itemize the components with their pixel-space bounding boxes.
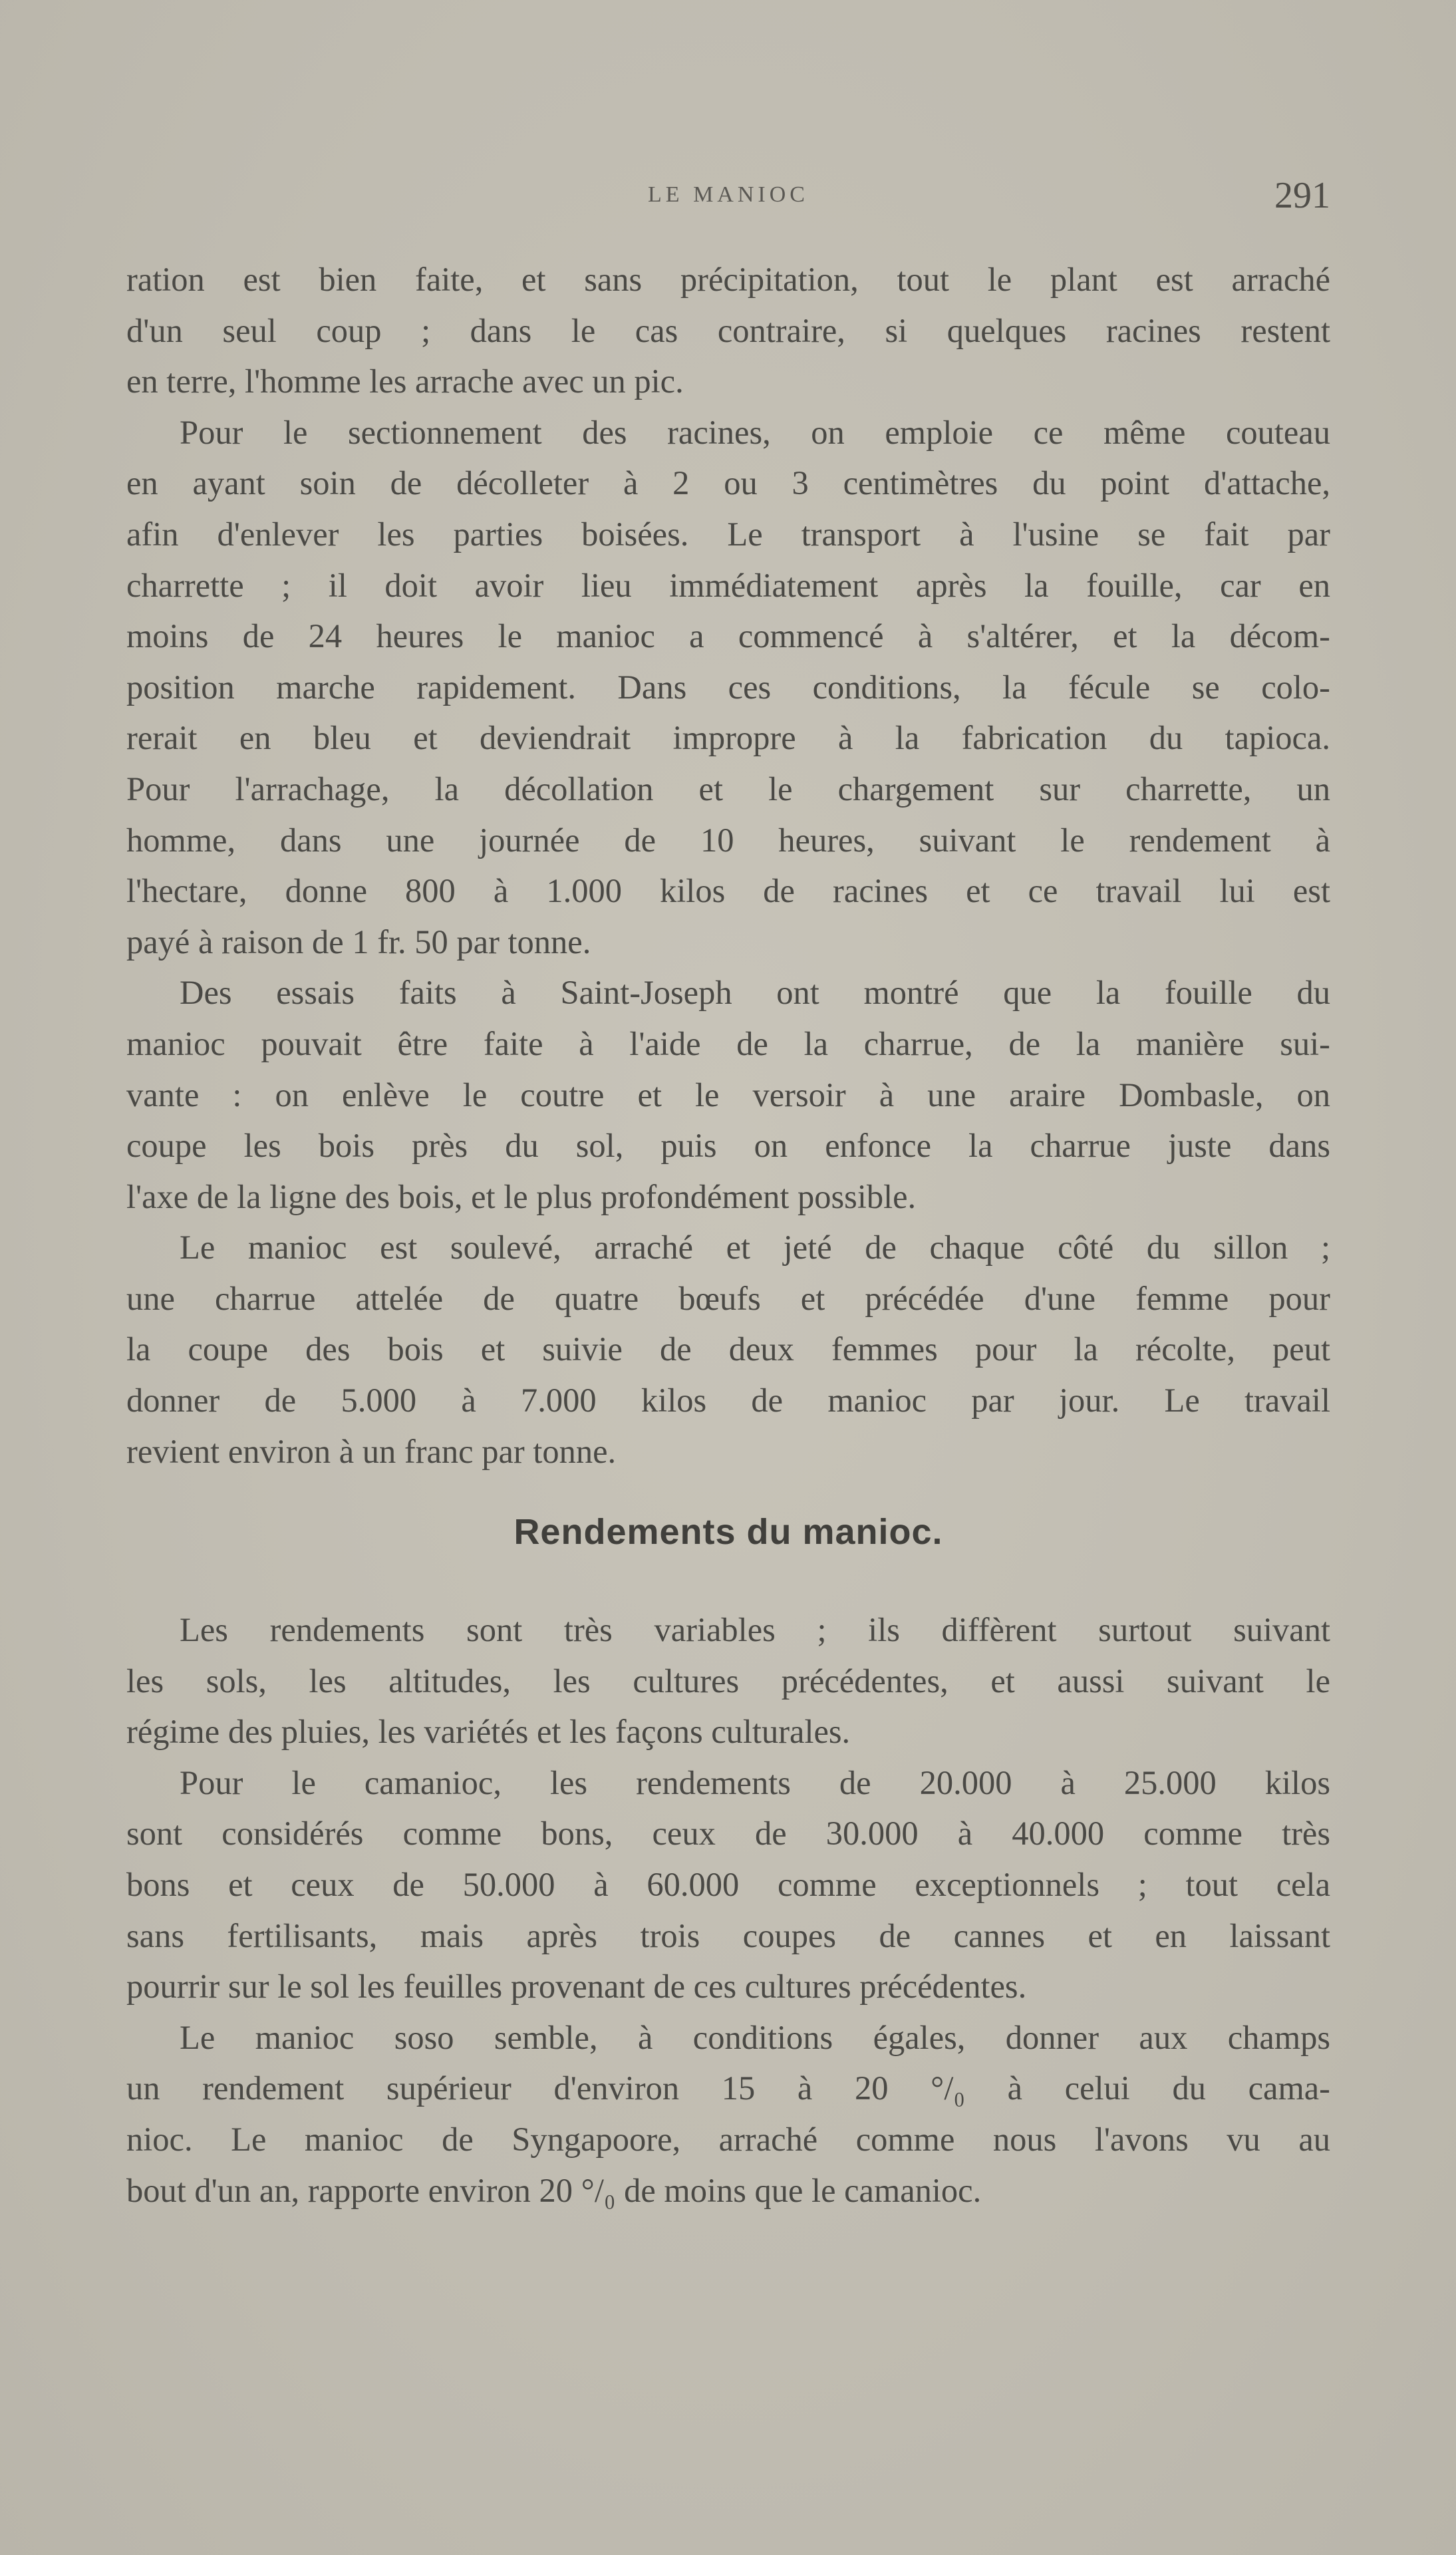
text-line: pourrir sur le sol les feuilles provenant de ces cultures précédentes. (126, 1968, 1027, 2006)
text-line: bons et ceux de 50.000 à 60.000 comme exceptionnels ; tout cela (126, 1865, 1330, 1903)
text-line: Le manioc est soulevé, arraché et jeté de chaque côté du sillon ; (180, 1229, 1330, 1267)
text-line: vante : on enlève le coutre et le versoir à une araire Dombasle, on (126, 1076, 1330, 1114)
page-number: 291 (1274, 175, 1330, 216)
text-line: ration est bien faite, et sans précipitation, tout le plant est arraché (126, 261, 1330, 298)
text-line: en ayant soin de décolleter à 2 ou 3 centimètres du point d'attache, (126, 464, 1330, 502)
running-title: LE MANIOC (648, 182, 809, 207)
text-line: d'un seul coup ; dans le cas contraire, si quelques racines restent (126, 311, 1330, 349)
text-line: charrette ; il doit avoir lieu immédiatement après la fouille, car en (126, 566, 1330, 604)
text-line: Pour l'arrachage, la décollation et le chargement sur charrette, un (126, 770, 1330, 808)
body-text-block-1 (126, 254, 1330, 1477)
text-line: revient environ à un franc par tonne. (126, 1432, 617, 1470)
text-line: les sols, les altitudes, les cultures précédentes, et aussi suivant le (126, 1662, 1330, 1700)
text-line: Pour le sectionnement des racines, on emploie ce même couteau (180, 413, 1330, 451)
text-line: la coupe des bois et suivie de deux femmes pour la récolte, peut (126, 1330, 1330, 1368)
text-line: l'hectare, donne 800 à 1.000 kilos de racines et ce travail lui est (126, 872, 1330, 910)
text-line: position marche rapidement. Dans ces conditions, la fécule se colo- (126, 668, 1330, 706)
text-line: moins de 24 heures le manioc a commencé à s'altérer, et la décom- (126, 617, 1330, 655)
text-line: Les rendements sont très variables ; ils diffèrent surtout suivant (180, 1611, 1330, 1648)
text-line: Le manioc soso semble, à conditions égales, donner aux champs (180, 2018, 1330, 2056)
text-line: une charrue attelée de quatre bœufs et précédée d'une femme pour (126, 1279, 1330, 1317)
body-text-block-2 (126, 1604, 1330, 2216)
text-line: manioc pouvait être faite à l'aide de la charrue, de la manière sui- (126, 1024, 1330, 1062)
text-line: régime des pluies, les variétés et les façons culturales. (126, 1713, 851, 1751)
text-line: sans fertilisants, mais après trois coupes de cannes et en laissant (126, 1916, 1330, 1954)
text-line: donner de 5.000 à 7.000 kilos de manioc par jour. Le travail (126, 1382, 1330, 1420)
text-line: afin d'enlever les parties boisées. Le transport à l'usine se fait par (126, 515, 1330, 553)
text-line: un rendement supérieur d'environ 15 à 20 °/₀ à celui du cama- (126, 2069, 1330, 2107)
text-line: bout d'un an, rapporte environ 20 °/₀ de moins que le camanioc. (126, 2171, 982, 2209)
text-line: en terre, l'homme les arrache avec un pic. (126, 363, 684, 400)
section-heading: Rendements du manioc. (513, 1512, 943, 1552)
text-line: homme, dans une journée de 10 heures, suivant le rendement à (126, 821, 1330, 859)
text-line: Pour le camanioc, les rendements de 20.000 à 25.000 kilos (180, 1763, 1330, 1801)
text-line: coupe les bois près du sol, puis on enfonce la charrue juste dans (126, 1127, 1330, 1165)
text-line: rerait en bleu et deviendrait impropre à la fabrication du tapioca. (126, 719, 1330, 757)
page-header (126, 174, 1330, 221)
text-line: nioc. Le manioc de Syngapoore, arraché comme nous l'avons vu au (126, 2120, 1330, 2158)
text-line: l'axe de la ligne des bois, et le plus profondément possible. (126, 1177, 917, 1215)
text-line: payé à raison de 1 fr. 50 par tonne. (126, 923, 591, 961)
text-line: Des essais faits à Saint-Joseph ont montré que la fouille du (180, 974, 1330, 1012)
text-line: sont considérés comme bons, ceux de 30.000 à 40.000 comme très (126, 1815, 1330, 1853)
